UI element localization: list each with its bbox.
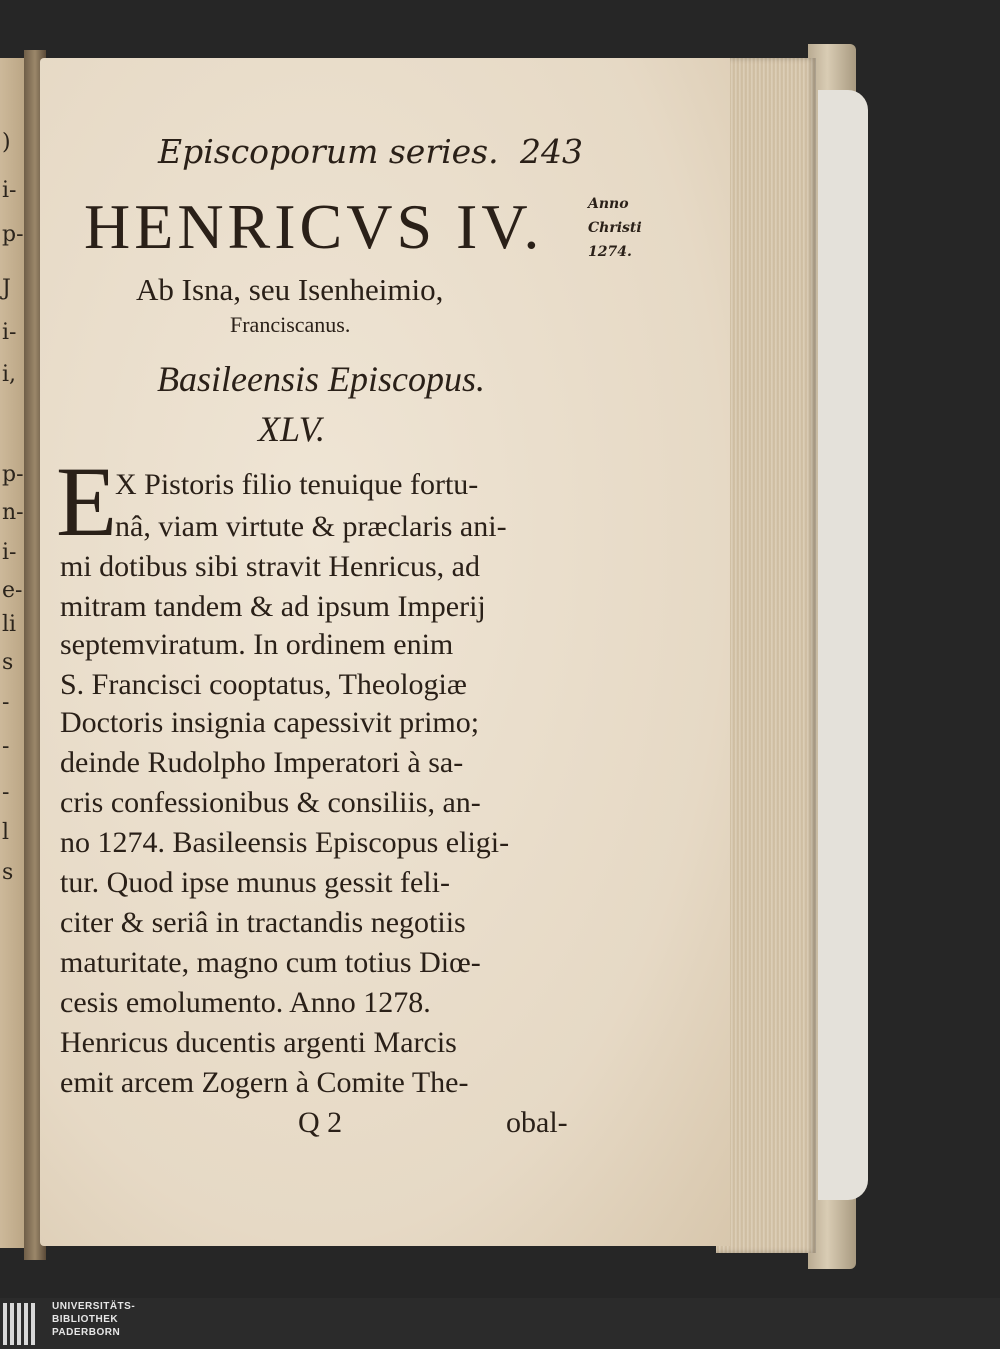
body-line: S. Francisci cooptatus, Theologiæ xyxy=(60,668,467,701)
left-page-fragment: - xyxy=(2,690,10,715)
margin-note-line: 1274. xyxy=(588,244,632,260)
page-title: HENRICVS IV. xyxy=(84,191,544,262)
logo-text-line: BIBLIOTHEK xyxy=(52,1314,119,1325)
body-line: maturitate, magno cum totius Diœ- xyxy=(60,946,481,979)
page-edges xyxy=(716,58,816,1253)
page-number: 243 xyxy=(520,132,583,171)
subtitle-office: Basileensis Episcopus. xyxy=(157,359,485,399)
running-head: Episcoporum series. xyxy=(158,132,499,171)
left-page-fragment: l xyxy=(2,820,10,845)
left-page-fragment: n- xyxy=(2,500,24,525)
body-line: nâ, viam virtute & præclaris ani- xyxy=(115,510,507,543)
left-page-fragment: s xyxy=(2,860,14,885)
footer-bar xyxy=(0,1298,1000,1349)
left-page-fragment: i, xyxy=(2,362,17,387)
subtitle-origin: Ab Isna, seu Isenheimio, xyxy=(136,272,444,307)
logo-text-line: UNIVERSITÄTS- xyxy=(52,1301,136,1312)
left-page-fragment: i- xyxy=(2,540,17,565)
library-logo-icon xyxy=(3,1303,43,1345)
body-line: citer & seriâ in tractandis negotiis xyxy=(60,906,466,939)
subtitle-number: XLV. xyxy=(258,409,326,449)
body-line: Doctoris insignia capessivit primo; xyxy=(60,706,480,739)
left-page-fragment: i- xyxy=(2,320,17,345)
body-line: deinde Rudolpho Imperatori à sa- xyxy=(60,746,464,779)
left-page-fragment: ) xyxy=(2,130,11,155)
left-page-fragment: p- xyxy=(2,462,24,487)
catchword: obal- xyxy=(506,1106,568,1139)
body-line: cris confessionibus & consiliis, an- xyxy=(60,786,481,819)
left-page-fragment: - xyxy=(2,780,10,805)
left-page-fragment: J xyxy=(2,276,11,301)
body-line: no 1274. Basileensis Episcopus eligi- xyxy=(60,826,510,859)
left-page-fragment: e- xyxy=(2,578,23,603)
margin-note-line: Anno xyxy=(588,196,629,212)
left-page-fragment: li xyxy=(2,612,17,637)
body-line: septemviratum. In ordinem enim xyxy=(60,628,454,661)
paper-flap xyxy=(818,90,868,1200)
signature-mark: Q 2 xyxy=(298,1106,343,1139)
body-line: tur. Quod ipse munus gessit feli- xyxy=(60,866,450,899)
subtitle-order: Franciscanus. xyxy=(230,312,351,337)
body-line: X Pistoris filio tenuique fortu- xyxy=(115,468,479,501)
body-line: Henricus ducentis argenti Marcis xyxy=(60,1026,457,1059)
body-line: emit arcem Zogern à Comite The- xyxy=(60,1066,469,1099)
body-line: mitram tandem & ad ipsum Imperij xyxy=(60,590,486,623)
drop-cap: E xyxy=(56,446,118,557)
left-page-fragment: p- xyxy=(2,222,24,247)
left-page-fragment: - xyxy=(2,734,10,759)
body-line: mi dotibus sibi stravit Henricus, ad xyxy=(60,550,480,583)
margin-note-line: Christi xyxy=(588,220,642,236)
left-page-fragment: i- xyxy=(2,178,17,203)
logo-text-line: PADERBORN xyxy=(52,1327,121,1338)
left-page-fragment: s xyxy=(2,650,14,675)
body-line: cesis emolumento. Anno 1278. xyxy=(60,986,431,1019)
